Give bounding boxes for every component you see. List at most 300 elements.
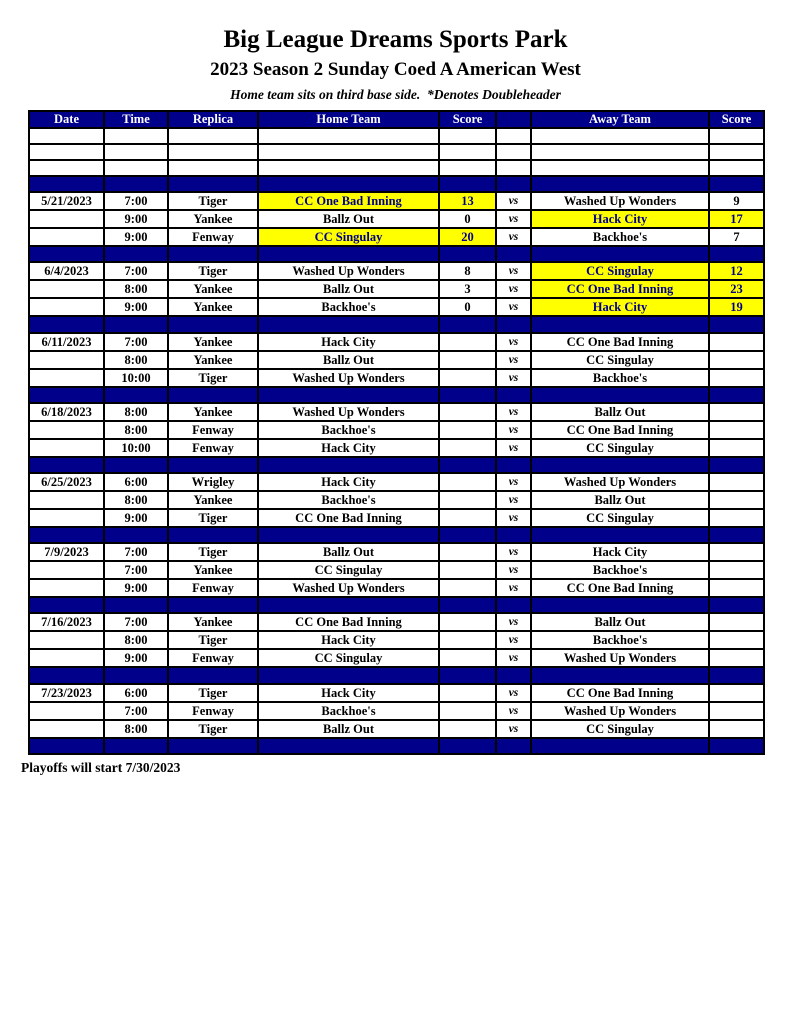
away-score-cell [709, 246, 764, 262]
game-row [29, 280, 764, 298]
time-cell: 7:00 [104, 613, 168, 631]
time-cell: 6:00 [104, 473, 168, 491]
home-score-cell [439, 246, 496, 262]
away-cell [531, 738, 709, 754]
vs-cell: vs [496, 439, 531, 457]
vs-cell: vs [496, 369, 531, 387]
away-cell: CC One Bad Inning [531, 421, 709, 439]
vs-cell [496, 667, 531, 683]
away-score-cell [709, 597, 764, 613]
away-cell: Hack City [531, 298, 709, 316]
game-row [29, 439, 764, 457]
away-score-cell [709, 543, 764, 561]
date-cell [29, 210, 104, 228]
replica-cell: Fenway [168, 439, 258, 457]
vs-cell [496, 246, 531, 262]
away-score-cell [709, 403, 764, 421]
date-cell: 6/25/2023 [29, 473, 104, 491]
column-header-home-team: Home Team [258, 111, 439, 128]
vs-cell: vs [496, 333, 531, 351]
away-score-cell: 7 [709, 228, 764, 246]
home-score-cell: 0 [439, 298, 496, 316]
date-cell: 5/21/2023 [29, 192, 104, 210]
vs-cell: vs [496, 613, 531, 631]
date-cell [29, 631, 104, 649]
vs-cell: vs [496, 543, 531, 561]
vs-cell [496, 597, 531, 613]
game-row [29, 403, 764, 421]
away-cell: Ballz Out [531, 403, 709, 421]
home-score-cell [439, 631, 496, 649]
time-cell: 9:00 [104, 649, 168, 667]
date-cell [29, 176, 104, 192]
home-score-cell [439, 351, 496, 369]
game-row [29, 262, 764, 280]
home-cell [258, 144, 439, 160]
vs-cell: vs [496, 649, 531, 667]
away-cell [531, 176, 709, 192]
date-cell [29, 439, 104, 457]
replica-cell: Yankee [168, 280, 258, 298]
replica-cell: Yankee [168, 298, 258, 316]
date-cell [29, 128, 104, 144]
replica-cell: Wrigley [168, 473, 258, 491]
vs-cell: vs [496, 192, 531, 210]
date-cell [29, 144, 104, 160]
schedule-table [28, 110, 765, 755]
replica-cell: Yankee [168, 491, 258, 509]
away-score-cell [709, 369, 764, 387]
away-cell: CC Singulay [531, 439, 709, 457]
game-row [29, 210, 764, 228]
column-header-vs [496, 111, 531, 128]
home-cell: CC Singulay [258, 649, 439, 667]
time-cell [104, 527, 168, 543]
vs-cell: vs [496, 702, 531, 720]
home-cell: Ballz Out [258, 280, 439, 298]
home-cell: CC One Bad Inning [258, 509, 439, 527]
away-cell: Hack City [531, 543, 709, 561]
away-score-cell [709, 702, 764, 720]
home-cell: CC Singulay [258, 561, 439, 579]
away-cell [531, 144, 709, 160]
away-score-cell [709, 509, 764, 527]
replica-cell [168, 387, 258, 403]
date-cell [29, 527, 104, 543]
home-cell [258, 128, 439, 144]
time-cell [104, 316, 168, 332]
column-header-home-score: Score [439, 111, 496, 128]
replica-cell: Tiger [168, 684, 258, 702]
time-cell [104, 738, 168, 754]
game-row [29, 631, 764, 649]
date-cell [29, 649, 104, 667]
away-cell [531, 387, 709, 403]
replica-cell [168, 738, 258, 754]
away-score-cell: 19 [709, 298, 764, 316]
date-cell [29, 387, 104, 403]
date-cell: 7/9/2023 [29, 543, 104, 561]
away-score-cell [709, 561, 764, 579]
date-cell [29, 702, 104, 720]
away-score-cell [709, 720, 764, 738]
vs-cell: vs [496, 228, 531, 246]
away-score-cell [709, 160, 764, 176]
time-cell: 7:00 [104, 543, 168, 561]
away-cell: Ballz Out [531, 613, 709, 631]
time-cell: 9:00 [104, 228, 168, 246]
vs-cell [496, 316, 531, 332]
date-cell [29, 160, 104, 176]
time-cell [104, 457, 168, 473]
home-cell: Backhoe's [258, 421, 439, 439]
vs-cell: vs [496, 631, 531, 649]
empty-row [29, 128, 764, 144]
vs-cell: vs [496, 720, 531, 738]
away-cell: CC Singulay [531, 351, 709, 369]
time-cell [104, 667, 168, 683]
home-score-cell: 0 [439, 210, 496, 228]
home-score-cell [439, 491, 496, 509]
separator-row [29, 527, 764, 543]
away-cell: Washed Up Wonders [531, 649, 709, 667]
home-score-cell [439, 144, 496, 160]
time-cell: 10:00 [104, 439, 168, 457]
home-cell: Hack City [258, 473, 439, 491]
date-cell [29, 491, 104, 509]
away-cell: Backhoe's [531, 561, 709, 579]
date-cell: 6/4/2023 [29, 262, 104, 280]
away-score-cell [709, 316, 764, 332]
home-score-cell [439, 561, 496, 579]
away-cell: CC One Bad Inning [531, 684, 709, 702]
replica-cell [168, 457, 258, 473]
vs-cell [496, 457, 531, 473]
replica-cell [168, 176, 258, 192]
time-cell: 9:00 [104, 298, 168, 316]
replica-cell: Tiger [168, 543, 258, 561]
replica-cell: Fenway [168, 649, 258, 667]
game-row [29, 351, 764, 369]
home-cell: Backhoe's [258, 491, 439, 509]
away-score-cell [709, 631, 764, 649]
away-cell: CC Singulay [531, 262, 709, 280]
replica-cell: Yankee [168, 210, 258, 228]
vs-cell: vs [496, 403, 531, 421]
vs-cell [496, 128, 531, 144]
home-cell: Washed Up Wonders [258, 369, 439, 387]
date-cell: 6/18/2023 [29, 403, 104, 421]
empty-row [29, 160, 764, 176]
date-cell [29, 421, 104, 439]
away-score-cell [709, 667, 764, 683]
replica-cell: Tiger [168, 192, 258, 210]
home-score-cell [439, 543, 496, 561]
away-cell: Washed Up Wonders [531, 702, 709, 720]
away-cell: CC One Bad Inning [531, 333, 709, 351]
date-cell [29, 351, 104, 369]
home-cell: Ballz Out [258, 543, 439, 561]
home-score-cell: 13 [439, 192, 496, 210]
away-cell [531, 128, 709, 144]
column-header-replica: Replica [168, 111, 258, 128]
away-cell: Washed Up Wonders [531, 473, 709, 491]
home-cell [258, 387, 439, 403]
time-cell [104, 387, 168, 403]
game-row [29, 491, 764, 509]
home-score-cell [439, 684, 496, 702]
away-cell: CC Singulay [531, 509, 709, 527]
time-cell: 9:00 [104, 579, 168, 597]
separator-row [29, 246, 764, 262]
away-cell: Backhoe's [531, 369, 709, 387]
game-row [29, 613, 764, 631]
away-cell [531, 316, 709, 332]
away-score-cell [709, 387, 764, 403]
replica-cell: Yankee [168, 333, 258, 351]
time-cell [104, 246, 168, 262]
time-cell: 7:00 [104, 561, 168, 579]
replica-cell [168, 527, 258, 543]
away-cell: Ballz Out [531, 491, 709, 509]
away-score-cell [709, 613, 764, 631]
date-cell [29, 298, 104, 316]
separator-row [29, 597, 764, 613]
time-cell: 8:00 [104, 491, 168, 509]
away-score-cell [709, 128, 764, 144]
column-header-date: Date [29, 111, 104, 128]
home-score-cell [439, 176, 496, 192]
home-cell [258, 457, 439, 473]
away-score-cell [709, 527, 764, 543]
replica-cell: Tiger [168, 262, 258, 280]
home-score-cell [439, 421, 496, 439]
date-cell: 7/16/2023 [29, 613, 104, 631]
home-cell: Ballz Out [258, 720, 439, 738]
away-score-cell [709, 351, 764, 369]
replica-cell: Fenway [168, 421, 258, 439]
replica-cell: Tiger [168, 509, 258, 527]
replica-cell: Tiger [168, 720, 258, 738]
home-score-cell [439, 439, 496, 457]
game-row [29, 473, 764, 491]
separator-row [29, 176, 764, 192]
header-row [29, 111, 764, 128]
game-row [29, 702, 764, 720]
replica-cell: Fenway [168, 228, 258, 246]
home-cell: Hack City [258, 333, 439, 351]
date-cell [29, 228, 104, 246]
home-cell: Washed Up Wonders [258, 262, 439, 280]
date-cell [29, 597, 104, 613]
column-header-away-score: Score [709, 111, 764, 128]
game-row [29, 509, 764, 527]
separator-row [29, 667, 764, 683]
home-score-cell: 20 [439, 228, 496, 246]
home-score-cell [439, 649, 496, 667]
replica-cell [168, 316, 258, 332]
page-subtitle: 2023 Season 2 Sunday Coed A American West [210, 59, 581, 80]
vs-cell: vs [496, 561, 531, 579]
home-score-cell [439, 473, 496, 491]
home-cell [258, 316, 439, 332]
date-cell [29, 667, 104, 683]
home-score-cell [439, 720, 496, 738]
time-cell: 6:00 [104, 684, 168, 702]
replica-cell [168, 160, 258, 176]
away-cell: CC Singulay [531, 720, 709, 738]
away-score-cell [709, 684, 764, 702]
away-score-cell [709, 649, 764, 667]
home-score-cell [439, 316, 496, 332]
home-score-cell [439, 128, 496, 144]
away-score-cell [709, 421, 764, 439]
replica-cell [168, 597, 258, 613]
date-cell [29, 280, 104, 298]
away-score-cell [709, 333, 764, 351]
away-cell [531, 160, 709, 176]
away-cell: CC One Bad Inning [531, 579, 709, 597]
date-cell [29, 369, 104, 387]
time-cell: 7:00 [104, 192, 168, 210]
vs-cell [496, 144, 531, 160]
home-score-cell [439, 160, 496, 176]
home-score-cell [439, 333, 496, 351]
home-cell [258, 667, 439, 683]
home-cell [258, 160, 439, 176]
date-cell [29, 509, 104, 527]
vs-cell: vs [496, 210, 531, 228]
away-cell: Backhoe's [531, 228, 709, 246]
page-note: Home team sits on third base side. *Denotes Doubleheader [230, 87, 561, 102]
away-score-cell [709, 176, 764, 192]
time-cell [104, 160, 168, 176]
away-score-cell: 9 [709, 192, 764, 210]
time-cell [104, 144, 168, 160]
playoffs-note: Playoffs will start 7/30/2023 [21, 759, 181, 775]
vs-cell [496, 738, 531, 754]
away-cell [531, 527, 709, 543]
home-cell [258, 527, 439, 543]
away-cell [531, 667, 709, 683]
home-cell [258, 738, 439, 754]
replica-cell: Tiger [168, 631, 258, 649]
game-row [29, 579, 764, 597]
home-score-cell [439, 509, 496, 527]
vs-cell: vs [496, 280, 531, 298]
separator-row [29, 387, 764, 403]
separator-row [29, 457, 764, 473]
game-row [29, 298, 764, 316]
home-cell: Ballz Out [258, 210, 439, 228]
vs-cell: vs [496, 262, 531, 280]
page-title: Big League Dreams Sports Park [223, 26, 568, 53]
date-cell [29, 720, 104, 738]
home-cell: CC Singulay [258, 228, 439, 246]
column-header-away-team: Away Team [531, 111, 709, 128]
home-cell: Backhoe's [258, 298, 439, 316]
time-cell: 7:00 [104, 333, 168, 351]
time-cell: 8:00 [104, 631, 168, 649]
home-score-cell [439, 702, 496, 720]
home-score-cell [439, 369, 496, 387]
replica-cell: Yankee [168, 351, 258, 369]
game-row [29, 192, 764, 210]
away-score-cell [709, 491, 764, 509]
time-cell: 8:00 [104, 280, 168, 298]
date-cell [29, 738, 104, 754]
date-cell [29, 316, 104, 332]
vs-cell [496, 160, 531, 176]
replica-cell [168, 667, 258, 683]
date-cell [29, 457, 104, 473]
game-row [29, 543, 764, 561]
home-score-cell [439, 457, 496, 473]
home-cell [258, 246, 439, 262]
home-score-cell [439, 387, 496, 403]
away-score-cell: 23 [709, 280, 764, 298]
game-row [29, 421, 764, 439]
column-header-time: Time [104, 111, 168, 128]
home-score-cell [439, 597, 496, 613]
time-cell: 8:00 [104, 403, 168, 421]
replica-cell: Yankee [168, 561, 258, 579]
home-cell: Hack City [258, 684, 439, 702]
game-row [29, 333, 764, 351]
home-cell: CC One Bad Inning [258, 192, 439, 210]
home-cell: Washed Up Wonders [258, 579, 439, 597]
time-cell: 7:00 [104, 262, 168, 280]
empty-row [29, 144, 764, 160]
away-cell: Backhoe's [531, 631, 709, 649]
game-row [29, 649, 764, 667]
home-cell: Ballz Out [258, 351, 439, 369]
home-cell: Washed Up Wonders [258, 403, 439, 421]
home-score-cell [439, 613, 496, 631]
home-score-cell [439, 667, 496, 683]
replica-cell: Fenway [168, 702, 258, 720]
replica-cell: Tiger [168, 369, 258, 387]
game-row [29, 684, 764, 702]
vs-cell: vs [496, 579, 531, 597]
vs-cell [496, 527, 531, 543]
vs-cell: vs [496, 491, 531, 509]
vs-cell: vs [496, 298, 531, 316]
time-cell: 8:00 [104, 421, 168, 439]
away-score-cell [709, 473, 764, 491]
away-score-cell: 12 [709, 262, 764, 280]
time-cell: 9:00 [104, 509, 168, 527]
separator-row [29, 316, 764, 332]
away-cell [531, 246, 709, 262]
away-score-cell [709, 144, 764, 160]
date-cell: 7/23/2023 [29, 684, 104, 702]
game-row [29, 561, 764, 579]
time-cell: 7:00 [104, 702, 168, 720]
date-cell [29, 579, 104, 597]
away-score-cell [709, 738, 764, 754]
replica-cell [168, 144, 258, 160]
date-cell: 6/11/2023 [29, 333, 104, 351]
replica-cell: Fenway [168, 579, 258, 597]
home-score-cell [439, 579, 496, 597]
vs-cell: vs [496, 509, 531, 527]
schedule-table-body [29, 128, 764, 754]
away-cell: Hack City [531, 210, 709, 228]
time-cell: 10:00 [104, 369, 168, 387]
away-cell [531, 457, 709, 473]
home-score-cell [439, 527, 496, 543]
